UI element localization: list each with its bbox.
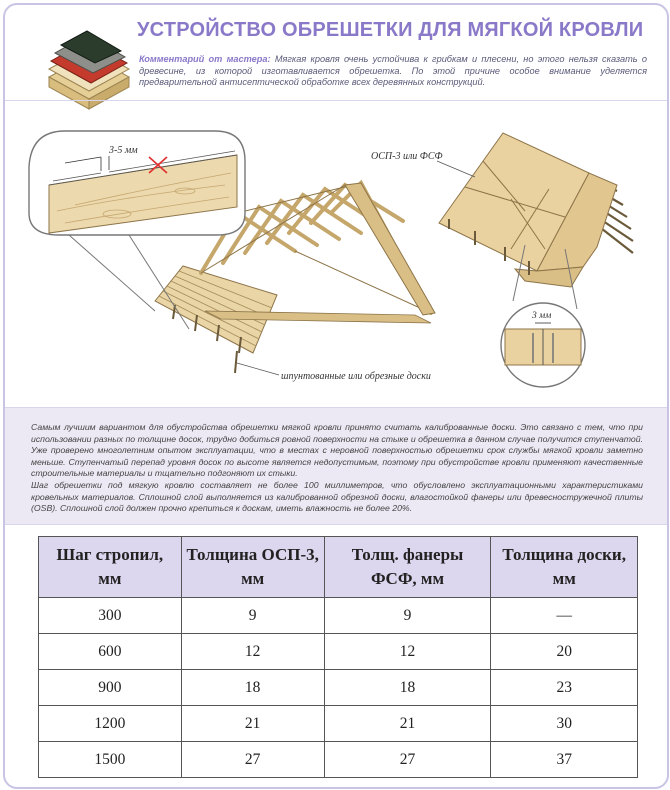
cell-rafter-step: 300 [39, 598, 182, 634]
cell-osb: 12 [181, 634, 324, 670]
master-comment [139, 54, 647, 89]
paragraph-2: Шаг обрешетки под мягкую кровлю составляет не более 100 миллиметров, что обусловлено эксплуатационными характеристиками кровельных материалов. Сплошной слой выполняется из калиброванной обрезной доски, влагостойкой фанеры или древесностружечной плиты (OSB). Сплошной слой должен прочно крепиться к доскам, иметь влажность не более 20%. [31, 480, 643, 514]
table-header-row [39, 537, 638, 598]
osb-label: ОСП-3 или ФСФ [371, 151, 443, 162]
cell-osb: 18 [181, 670, 324, 706]
cell-rafter-step: 1500 [39, 742, 182, 778]
page-title: УСТРОЙСТВО ОБРЕШЕТКИ ДЛЯ МЯГКОЙ КРОВЛИ [137, 19, 644, 41]
gap-small-label: 3 мм [532, 311, 552, 321]
boards-label: шпунтованные или обрезные доски [281, 371, 431, 382]
header-osb-thickness: Толщина ОСП-3, мм [181, 537, 324, 598]
header-board-thickness: Толщина доски, мм [491, 537, 638, 598]
text-band [5, 407, 667, 525]
table-row [39, 598, 638, 634]
cell-osb: 21 [181, 706, 324, 742]
cell-plywood: 12 [324, 634, 491, 670]
table-row [39, 634, 638, 670]
page-frame [3, 3, 669, 789]
cell-rafter-step: 1200 [39, 706, 182, 742]
cell-osb: 9 [181, 598, 324, 634]
cell-rafter-step: 600 [39, 634, 182, 670]
table-row [39, 706, 638, 742]
thickness-table [38, 536, 638, 778]
header-rafter-step: Шаг стропил, мм [39, 537, 182, 598]
osb-sheets-drawing [371, 133, 633, 387]
comment-text: Мягкая кровля очень устойчива к грибкам и плесени, но этого нельзя сказать о древесине, из которой изготавливается обрешетка. По этой причине особое внимание уделяется предварительной антисептической обработке всех деревянных конструкций. [139, 54, 647, 87]
roof-sheathing-illustration [5, 101, 667, 407]
cell-plywood: 27 [324, 742, 491, 778]
cell-osb: 27 [181, 742, 324, 778]
comment-label: Комментарий от мастера: [139, 54, 271, 64]
cell-plywood: 18 [324, 670, 491, 706]
table-row [39, 742, 638, 778]
header-plywood-thickness: Толщ. фанеры ФСФ, мм [324, 537, 491, 598]
cell-board: 20 [491, 634, 638, 670]
gap-label: 3-5 мм [109, 145, 138, 156]
table-row [39, 670, 638, 706]
paragraph-1: Самым лучшим вариантом для обустройства обрешетки мягкой кровли принято считать калиброванные доски. Это связано с тем, что при использовании разных по толщине досок, трудно добиться ровной поверхности на стыке и обрешетка в данном случае получится ступенчатой. Уже проверено многолетним опытом эксплуатации, что в местах с неровной поверхностью обрешетки срок службы мягкой кровли заметно меньше. Ступенчатый перепад уровня досок по высоте является недопустимым, поэтому при обустройстве кровли применяют качественные строительные материалы и тщательно подгоняют их стыки. [31, 422, 643, 479]
cell-board: 37 [491, 742, 638, 778]
cell-rafter-step: 900 [39, 670, 182, 706]
cell-board: 23 [491, 670, 638, 706]
cell-board: 30 [491, 706, 638, 742]
cell-plywood: 21 [324, 706, 491, 742]
cell-board: — [491, 598, 638, 634]
cell-plywood: 9 [324, 598, 491, 634]
